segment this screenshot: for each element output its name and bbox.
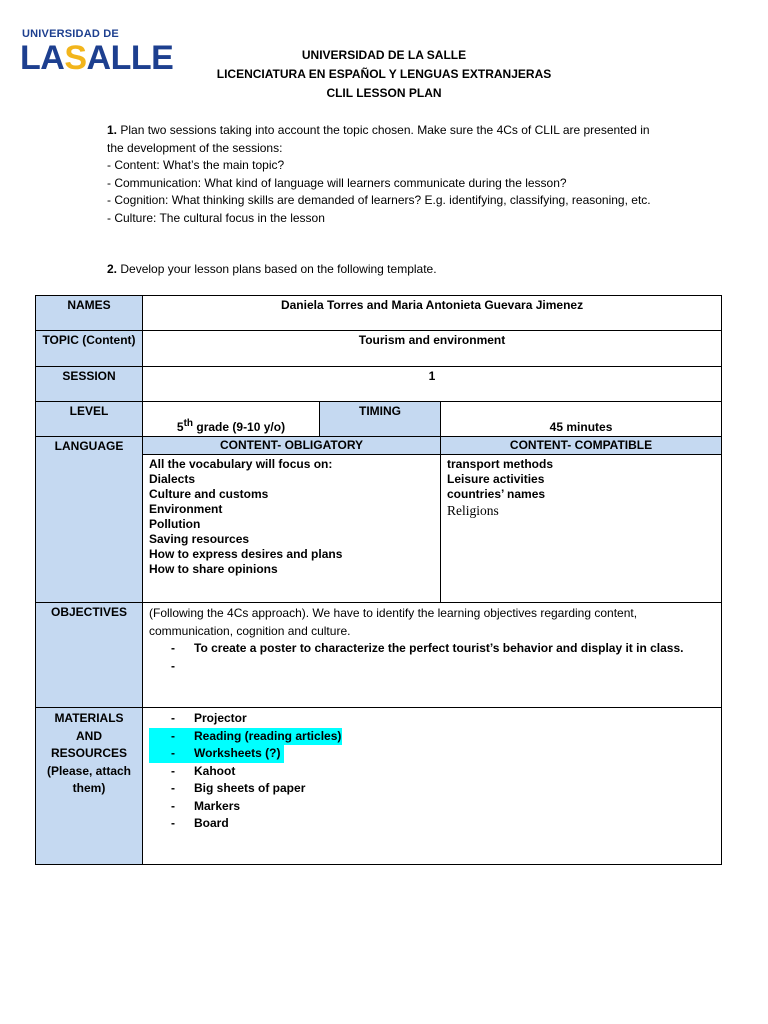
compatible-item: Leisure activities	[447, 472, 545, 486]
row-names	[36, 296, 722, 331]
logo-part-alle: ALLE	[86, 39, 174, 77]
language-label: LANGUAGE	[36, 437, 143, 603]
row-materials	[36, 708, 722, 865]
obligatory-item: How to share opinions	[149, 562, 278, 576]
header-university: UNIVERSIDAD DE LA SALLE	[301, 48, 467, 62]
obligatory-content	[143, 455, 441, 603]
obligatory-item: Environment	[149, 502, 223, 516]
timing-value: 45 minutes	[441, 402, 722, 437]
materials-list	[149, 710, 715, 833]
obligatory-item: Dialects	[149, 472, 196, 486]
compatible-content	[441, 455, 722, 603]
objectives-label: OBJECTIVES	[36, 603, 143, 708]
obligatory-header: CONTENT- OBLIGATORY	[143, 437, 441, 455]
level-superscript: th	[183, 418, 194, 429]
compatible-item: transport methods	[447, 457, 554, 471]
obligatory-item: Culture and customs	[149, 487, 269, 501]
timing-label: TIMING	[320, 402, 441, 437]
level-value	[143, 402, 320, 437]
materials-label-line: RESOURCES	[50, 746, 127, 760]
instruction-1-text: Plan two sessions taking into account the topic chosen. Make sure the 4Cs of CLIL are presented in the development of the sessions:	[107, 123, 650, 155]
session-value: 1	[143, 367, 722, 402]
material-item-highlighted: - Worksheets (?)	[149, 745, 284, 763]
materials-label	[36, 708, 143, 865]
header-program: LICENCIATURA EN ESPAÑOL Y LENGUAS EXTRANJERAS	[216, 67, 552, 81]
materials-label-line: AND	[76, 728, 102, 743]
compatible-item: countries’ names	[447, 487, 546, 501]
objectives-value	[143, 603, 722, 708]
material-item: - Board	[149, 815, 715, 833]
level-label: LEVEL	[36, 402, 143, 437]
logo-part-s: S	[64, 39, 87, 77]
instruction-communication: - Communication: What kind of language will learners communicate during the lesson?	[107, 175, 567, 190]
obligatory-item: All the vocabulary will focus on:	[149, 457, 333, 471]
row-topic	[36, 331, 722, 367]
material-item: - Markers	[149, 798, 715, 816]
objective-item: - To create a poster to characterize the perfect tourist’s behavior and display it in class.	[149, 640, 715, 658]
logo-top-text: UNIVERSIDAD DE	[22, 28, 119, 40]
instruction-content: - Content: What’s the main topic?	[107, 158, 285, 172]
instruction-2-number: 2.	[107, 262, 118, 276]
instruction-2	[107, 262, 437, 276]
material-item: - Big sheets of paper	[149, 780, 715, 798]
objectives-list	[149, 640, 715, 658]
level-text: grade (9-10 y/o)	[193, 420, 286, 434]
materials-label-line: them)	[72, 781, 106, 795]
topic-value: Tourism and environment	[143, 331, 722, 367]
material-item-highlighted: - Reading (reading articles)	[149, 728, 342, 746]
instruction-1-number: 1.	[107, 123, 118, 137]
names-value: Daniela Torres and Maria Antonieta Guevara Jimenez	[143, 296, 722, 331]
obligatory-item: How to express desires and plans	[149, 547, 343, 561]
materials-label-line: (Please, attach	[46, 763, 132, 778]
materials-value	[143, 708, 722, 865]
topic-label: TOPIC (Content)	[36, 331, 143, 367]
obligatory-item: Pollution	[149, 517, 201, 531]
row-session	[36, 367, 722, 402]
header-title: CLIL LESSON PLAN	[326, 86, 442, 100]
obligatory-item: Saving resources	[149, 532, 250, 546]
level-number: 5	[176, 420, 184, 434]
instruction-2-text: Develop your lesson plans based on the following template.	[117, 262, 437, 276]
instruction-culture: - Culture: The cultural focus in the lesson	[107, 210, 325, 225]
materials-label-line: MATERIALS	[54, 711, 124, 725]
material-item: - Projector	[149, 710, 715, 728]
names-label: NAMES	[36, 296, 143, 331]
logo-part-la: LA	[20, 39, 65, 77]
row-language-header	[36, 437, 722, 455]
compatible-header: CONTENT- COMPATIBLE	[441, 437, 722, 455]
row-level	[36, 402, 722, 437]
objectives-intro: (Following the 4Cs approach). We have to identify the learning objectives regarding content, communication, cognition and culture.	[149, 606, 638, 638]
instruction-cognition: - Cognition: What thinking skills are demanded of learners? E.g. identifying, classifying, reasoning, etc.	[107, 193, 651, 207]
instructions	[107, 122, 662, 227]
row-objectives	[36, 603, 722, 708]
lesson-plan-table	[35, 295, 722, 865]
material-item: - Kahoot	[149, 763, 715, 781]
instruction-1	[107, 122, 662, 157]
compatible-item-religions: Religions	[447, 503, 499, 518]
session-label: SESSION	[36, 367, 143, 402]
